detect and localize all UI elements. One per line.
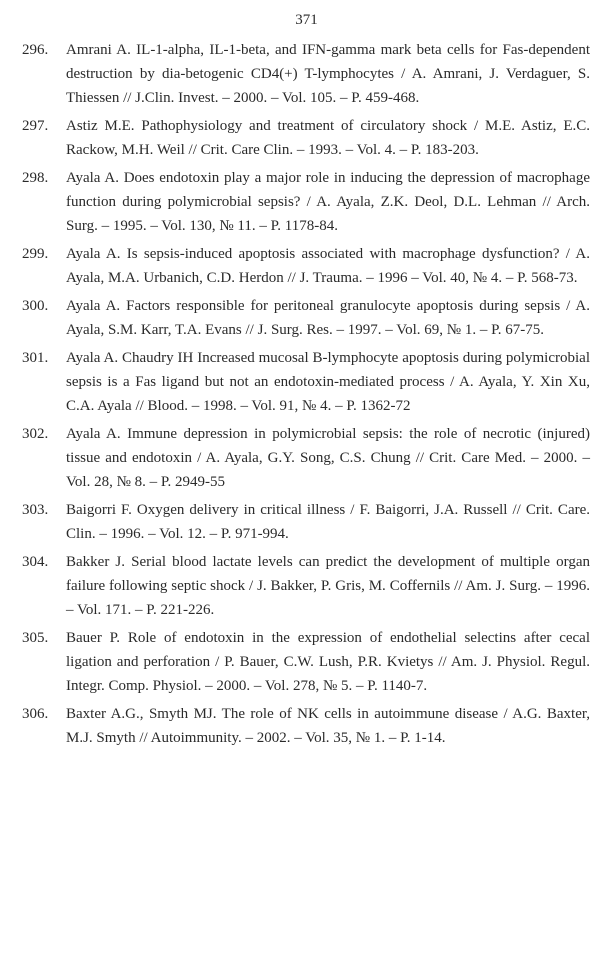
reference-number: 297. xyxy=(22,118,49,134)
reference-item xyxy=(22,114,590,162)
reference-text: Baigorri F. Oxygen delivery in critical illness / F. Baigorri, J.A. Russell // Crit. Care. Clin. – 1996. – Vol. 12. – P. 971-994. xyxy=(66,502,590,542)
reference-text: Ayala A. Does endotoxin play a major role in inducing the depression of macrophage function during polymicrobial sepsis? / A. Ayala, Z.K. Deol, D.L. Lehman // Arch. Surg. – 1995. – Vol. 130, № 11. – P. 1178-84. xyxy=(66,170,590,234)
page-number: 371 xyxy=(295,12,318,28)
reference-item xyxy=(22,422,590,494)
reference-text: Bauer P. Role of endotoxin in the expression of endothelial selectins after cecal ligation and perforation / P. Bauer, C.W. Lush, P.R. Kvietys // Am. J. Physiol. Regul. Integr. Comp. Physiol. – 2000. – Vol. 278, № 5. – P. 1140-7. xyxy=(66,630,590,694)
reference-number: 302. xyxy=(22,426,49,442)
reference-text: Ayala A. Is sepsis-induced apoptosis associated with macrophage dysfunction? / A. Ayala, M.A. Urbanich, C.D. Herdon // J. Trauma. – 1996 – Vol. 40, № 4. – P. 568-73. xyxy=(66,246,590,286)
reference-item xyxy=(22,346,590,418)
reference-number: 301. xyxy=(22,350,49,366)
reference-item xyxy=(22,166,590,238)
reference-text: Ayala A. Chaudry IH Increased mucosal B-lymphocyte apoptosis during polymicrobial sepsis is a Fas ligand but not an endotoxin-mediated process / A. Ayala, Y. Xin Xu, C.A. Ayala // Blood. – 1998. – Vol. 91, № 4. – P. 1362-72 xyxy=(66,350,590,414)
reference-number: 300. xyxy=(22,298,49,314)
reference-item xyxy=(22,626,590,698)
reference-item xyxy=(22,38,590,110)
reference-number: 298. xyxy=(22,170,49,186)
reference-text: Bakker J. Serial blood lactate levels can predict the development of multiple organ failure following septic shock / J. Bakker, P. Gris, M. Coffernils // Am. J. Surg. – 1996. – Vol. 171. – P. 221-226. xyxy=(66,554,590,618)
reference-text: Astiz M.E. Pathophysiology and treatment of circulatory shock / M.E. Astiz, E.C. Rackow, M.H. Weil // Crit. Care Clin. – 1993. – Vol. 4. – P. 183-203. xyxy=(66,118,590,158)
reference-text: Ayala A. Immune depression in polymicrobial sepsis: the role of necrotic (injured) tissue and endotoxin / A. Ayala, G.Y. Song, C.S. Chung // Crit. Care Med. – 2000. – Vol. 28, № 8. – P. 2949-55 xyxy=(66,426,590,490)
reference-list xyxy=(22,38,590,754)
reference-number: 305. xyxy=(22,630,49,646)
reference-item xyxy=(22,294,590,342)
reference-item xyxy=(22,242,590,290)
reference-text: Baxter A.G., Smyth MJ. The role of NK cells in autoimmune disease / A.G. Baxter, M.J. Smyth // Autoimmunity. – 2002. – Vol. 35, № 1. – P. 1-14. xyxy=(66,706,590,746)
reference-text: Ayala A. Factors responsible for peritoneal granulocyte apoptosis during sepsis / A. Ayala, S.M. Karr, T.A. Evans // J. Surg. Res. – 1997. – Vol. 69, № 1. – P. 67-75. xyxy=(66,298,590,338)
reference-number: 306. xyxy=(22,706,49,722)
reference-text: Amrani A. IL-1-alpha, IL-1-beta, and IFN-gamma mark beta cells for Fas-dependent destruction by dia-betogenic CD4(+) T-lymphocytes / A. Amrani, J. Verdaguer, S. Thiessen // J.Clin. Invest. – 2000. – Vol. 105. – P. 459-468. xyxy=(66,42,590,106)
reference-number: 303. xyxy=(22,502,49,518)
reference-item xyxy=(22,550,590,622)
reference-number: 299. xyxy=(22,246,49,262)
reference-number: 296. xyxy=(22,42,49,58)
reference-item xyxy=(22,702,590,750)
reference-item xyxy=(22,498,590,546)
reference-number: 304. xyxy=(22,554,49,570)
